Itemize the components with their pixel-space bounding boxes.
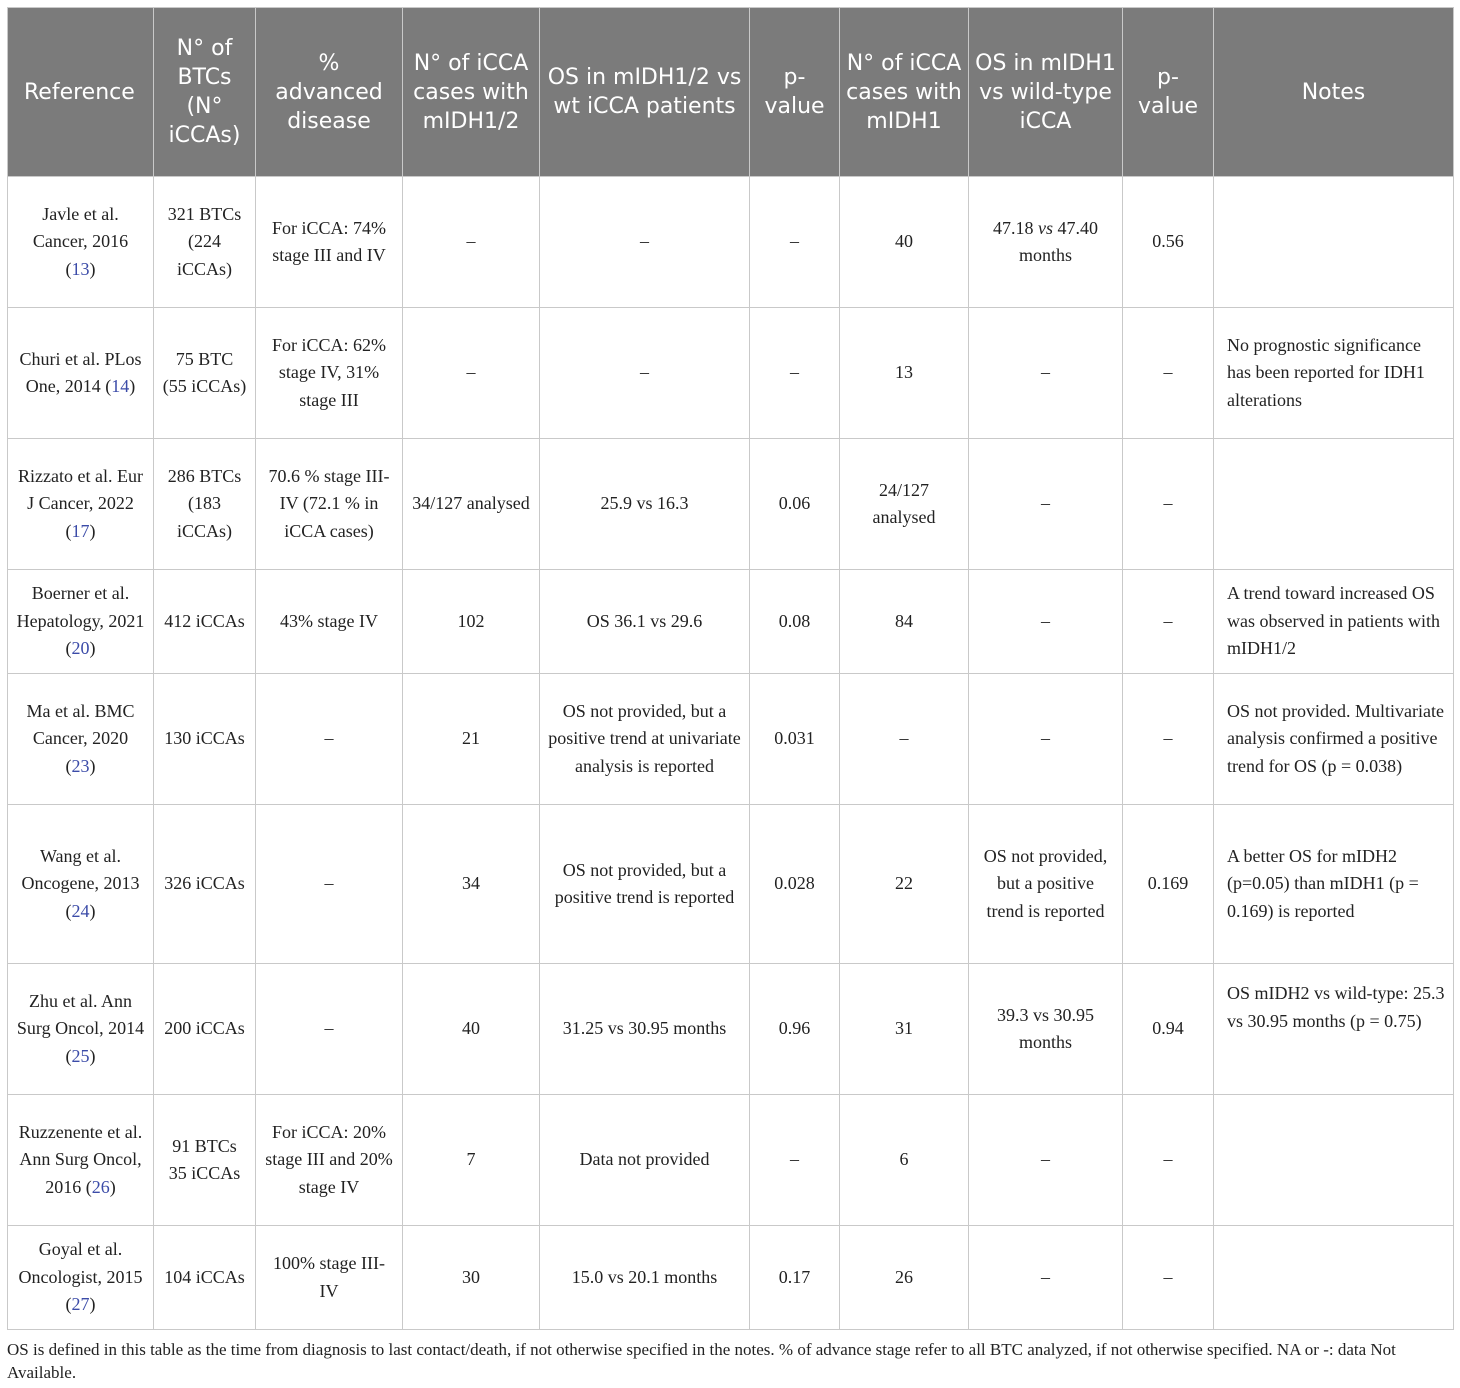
os1-cell: –	[969, 308, 1123, 439]
notes-cell	[1214, 1226, 1454, 1330]
advanced-cell: –	[256, 674, 403, 805]
idh12-cell: 30	[403, 1226, 540, 1330]
os1-cell: –	[969, 439, 1123, 570]
header-os-idh1: OS in mIDH1 vs wild-type iCCA	[969, 8, 1123, 177]
p1-cell: –	[1123, 674, 1214, 805]
p12-cell: 0.028	[750, 805, 840, 964]
idh12-cell: 34/127 analysed	[403, 439, 540, 570]
btcs-cell: 200 iCCAs	[154, 964, 256, 1095]
notes-cell: A better OS for mIDH2 (p=0.05) than mIDH1 (p = 0.169) is reported	[1214, 805, 1454, 964]
idh12-cell: 40	[403, 964, 540, 1095]
p12-cell: –	[750, 1095, 840, 1226]
header-os-idh12: OS in mIDH1/2 vs wt iCCA patients	[540, 8, 750, 177]
data-table	[7, 7, 1454, 1330]
idh1-cell: 84	[840, 570, 969, 674]
citation-link[interactable]: 14	[111, 376, 130, 396]
os1-cell: 39.3 vs 30.95 months	[969, 964, 1123, 1095]
citation-link[interactable]: 20	[71, 638, 90, 659]
advanced-cell: For iCCA: 20% stage III and 20% stage IV	[256, 1095, 403, 1226]
btcs-cell: 130 iCCAs	[154, 674, 256, 805]
advanced-cell: –	[256, 805, 403, 964]
idh12-cell: –	[403, 308, 540, 439]
table-row	[8, 439, 1454, 570]
header-notes: Notes	[1214, 8, 1454, 177]
idh1-cell: 6	[840, 1095, 969, 1226]
header-idh1-cases: N° of iCCA cases with mIDH1	[840, 8, 969, 177]
os12-cell: OS not provided, but a positive trend at univariate analysis is reported	[540, 674, 750, 805]
p12-cell: 0.17	[750, 1226, 840, 1330]
reference-cell: Ma et al. BMC Cancer, 2020 (23)	[8, 674, 154, 805]
os12-cell: –	[540, 308, 750, 439]
table-row	[8, 570, 1454, 674]
p1-cell: 0.56	[1123, 177, 1214, 308]
p12-cell: 0.031	[750, 674, 840, 805]
os1-cell: 47.18 vs 47.40 months	[969, 177, 1123, 308]
header-btcs: N° of BTCs (N° iCCAs)	[154, 8, 256, 177]
table-footnote: OS is defined in this table as the time from diagnosis to last contact/death, if not otherwise specified in the notes. % of advance stage refer to all BTC analyzed, if not otherwise specified. NA or -: data Not Available.	[7, 1340, 1396, 1382]
os1-cell: –	[969, 674, 1123, 805]
idh12-cell: 21	[403, 674, 540, 805]
header-idh12-cases: N° of iCCA cases with mIDH1/2	[403, 8, 540, 177]
table-row	[8, 1095, 1454, 1226]
os1-cell: –	[969, 570, 1123, 674]
os12-cell: OS 36.1 vs 29.6	[540, 570, 750, 674]
idh12-cell: 102	[403, 570, 540, 674]
header-reference: Reference	[8, 8, 154, 177]
p1-cell: –	[1123, 1095, 1214, 1226]
citation-link[interactable]: 23	[71, 755, 90, 776]
p12-cell: –	[750, 308, 840, 439]
btcs-cell: 412 iCCAs	[154, 570, 256, 674]
advanced-cell: 70.6 % stage III-IV (72.1 % in iCCA cases)	[256, 439, 403, 570]
header-p-value-idh1: p-value	[1123, 8, 1214, 177]
header-p-value-idh12: p-value	[750, 8, 840, 177]
citation-link[interactable]: 25	[71, 1045, 90, 1066]
reference-cell: Wang et al. Oncogene, 2013 (24)	[8, 805, 154, 964]
btcs-cell: 326 iCCAs	[154, 805, 256, 964]
p1-cell: 0.169	[1123, 805, 1214, 964]
p1-cell: –	[1123, 439, 1214, 570]
reference-cell: Rizzato et al. Eur J Cancer, 2022 (17)	[8, 439, 154, 570]
idh1-cell: 24/127 analysed	[840, 439, 969, 570]
table-row	[8, 308, 1454, 439]
p1-cell: –	[1123, 308, 1214, 439]
notes-cell	[1214, 439, 1454, 570]
os12-cell: OS not provided, but a positive trend is reported	[540, 805, 750, 964]
os12-cell: 31.25 vs 30.95 months	[540, 964, 750, 1095]
advanced-cell: 100% stage III-IV	[256, 1226, 403, 1330]
p1-cell: –	[1123, 570, 1214, 674]
citation-link[interactable]: 27	[71, 1294, 90, 1315]
os12-cell: Data not provided	[540, 1095, 750, 1226]
os1-cell: –	[969, 1095, 1123, 1226]
citation-link[interactable]: 24	[71, 900, 90, 921]
advanced-cell: For iCCA: 74% stage III and IV	[256, 177, 403, 308]
table-row	[8, 805, 1454, 964]
idh1-cell: –	[840, 674, 969, 805]
header-advanced-disease: % advanced disease	[256, 8, 403, 177]
table-row	[8, 177, 1454, 308]
reference-cell: Javle et al. Cancer, 2016 (13)	[8, 177, 154, 308]
btcs-cell: 75 BTC (55 iCCAs)	[154, 308, 256, 439]
reference-cell: Churi et al. PLos One, 2014 (14)	[8, 308, 154, 439]
os12-cell: 15.0 vs 20.1 months	[540, 1226, 750, 1330]
p1-cell: 0.94	[1123, 964, 1214, 1095]
idh12-cell: 7	[403, 1095, 540, 1226]
os1-cell: OS not provided, but a positive trend is reported	[969, 805, 1123, 964]
idh12-cell: –	[403, 177, 540, 308]
notes-cell: OS mIDH2 vs wild-type: 25.3 vs 30.95 months (p = 0.75)	[1214, 964, 1454, 1095]
table-row	[8, 674, 1454, 805]
notes-cell	[1214, 177, 1454, 308]
idh1-cell: 13	[840, 308, 969, 439]
os1-cell: –	[969, 1226, 1123, 1330]
reference-cell: Zhu et al. Ann Surg Oncol, 2014 (25)	[8, 964, 154, 1095]
p1-cell: –	[1123, 1226, 1214, 1330]
btcs-cell: 286 BTCs (183 iCCAs)	[154, 439, 256, 570]
notes-cell: No prognostic significance has been reported for IDH1 alterations	[1214, 308, 1454, 439]
header-row	[8, 8, 1454, 177]
p12-cell: 0.06	[750, 439, 840, 570]
notes-cell: A trend toward increased OS was observed in patients with mIDH1/2	[1214, 570, 1454, 674]
reference-cell: Boerner et al. Hepatology, 2021 (20)	[8, 570, 154, 674]
btcs-cell: 104 iCCAs	[154, 1226, 256, 1330]
advanced-cell: 43% stage IV	[256, 570, 403, 674]
table-row	[8, 964, 1454, 1095]
os12-cell: 25.9 vs 16.3	[540, 439, 750, 570]
idh1-cell: 40	[840, 177, 969, 308]
p12-cell: 0.96	[750, 964, 840, 1095]
idh1-cell: 22	[840, 805, 969, 964]
btcs-cell: 91 BTCs 35 iCCAs	[154, 1095, 256, 1226]
citation-link[interactable]: 26	[91, 1176, 110, 1197]
table-row	[8, 1226, 1454, 1330]
table-container	[7, 7, 1453, 1384]
btcs-cell: 321 BTCs (224 iCCAs)	[154, 177, 256, 308]
citation-link[interactable]: 13	[71, 258, 90, 279]
reference-cell: Ruzzenente et al. Ann Surg Oncol, 2016 (26)	[8, 1095, 154, 1226]
idh1-cell: 31	[840, 964, 969, 1095]
reference-cell: Goyal et al. Oncologist, 2015 (27)	[8, 1226, 154, 1330]
idh1-cell: 26	[840, 1226, 969, 1330]
p12-cell: –	[750, 177, 840, 308]
p12-cell: 0.08	[750, 570, 840, 674]
advanced-cell: For iCCA: 62% stage IV, 31% stage III	[256, 308, 403, 439]
notes-cell: OS not provided. Multivariate analysis confirmed a positive trend for OS (p = 0.038)	[1214, 674, 1454, 805]
idh12-cell: 34	[403, 805, 540, 964]
advanced-cell: –	[256, 964, 403, 1095]
notes-cell	[1214, 1095, 1454, 1226]
os12-cell: –	[540, 177, 750, 308]
citation-link[interactable]: 17	[71, 520, 90, 541]
